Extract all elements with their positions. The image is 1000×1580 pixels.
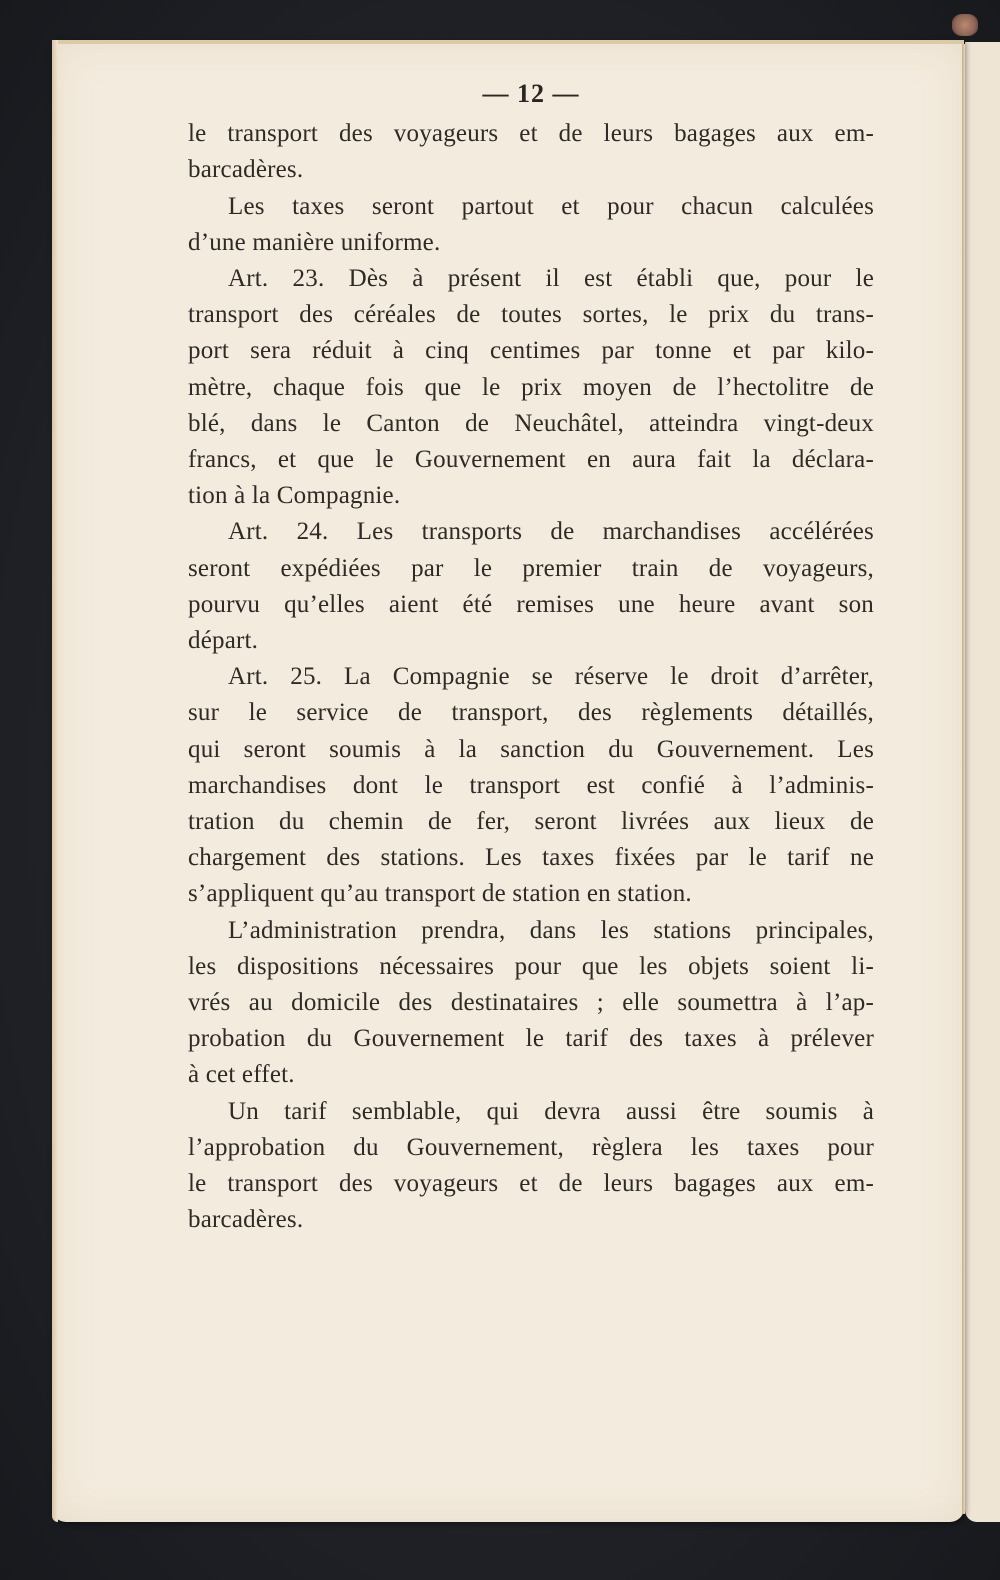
text-line: probation du Gouvernement le tarif des taxes à prélever bbox=[188, 1025, 874, 1053]
paragraph bbox=[188, 261, 874, 514]
page-top-edge bbox=[52, 40, 964, 44]
paragraph bbox=[188, 116, 874, 188]
text-line: le transport des voyageurs et de leurs bagages aux em- bbox=[188, 120, 874, 148]
text-line: l’approbation du Gouvernement, règlera les taxes pour bbox=[188, 1133, 874, 1161]
text-line: seront expédiées par le premier train de voyageurs, bbox=[188, 554, 874, 582]
text-line: d’une manière uniforme. bbox=[188, 228, 441, 256]
text-line: pourvu qu’elles aient été remises une heure avant son bbox=[188, 590, 874, 618]
paragraphs-container bbox=[188, 116, 874, 1238]
text-line: barcadères. bbox=[188, 1206, 304, 1234]
text-line: transport des céréales de toutes sortes, le prix du trans- bbox=[188, 301, 874, 329]
text-line: le transport des voyageurs et de leurs bagages aux em- bbox=[188, 1170, 874, 1198]
text-line: départ. bbox=[188, 627, 259, 655]
text-line: mètre, chaque fois que le prix moyen de l’hectolitre de bbox=[188, 373, 874, 401]
page-text bbox=[188, 70, 874, 1239]
text-line: les dispositions nécessaires pour que les objets soient li- bbox=[188, 952, 874, 980]
text-line: francs, et que le Gouvernement en aura fait la déclara- bbox=[188, 446, 874, 474]
text-line: blé, dans le Canton de Neuchâtel, atteindra vingt-deux bbox=[188, 409, 874, 437]
text-line: Art. 24. Les transports de marchandises accélérées bbox=[228, 518, 874, 546]
text-line: tion à la Compagnie. bbox=[188, 482, 401, 510]
paragraph bbox=[188, 1094, 874, 1239]
text-line: Art. 23. Dès à présent il est établi que, pour le bbox=[228, 265, 874, 293]
text-line: qui seront soumis à la sanction du Gouvernement. Les bbox=[188, 735, 874, 763]
text-line: L’administration prendra, dans les stations principales, bbox=[228, 916, 874, 944]
paragraph bbox=[188, 189, 874, 261]
page-left-edge bbox=[52, 40, 58, 1522]
paragraph bbox=[188, 514, 874, 659]
text-line: s’appliquent qu’au transport de station en station. bbox=[188, 880, 692, 908]
paragraph bbox=[188, 659, 874, 912]
text-line: vrés au domicile des destinataires ; elle soumettra à l’ap- bbox=[188, 989, 874, 1017]
text-line: sur le service de transport, des règlements détaillés, bbox=[188, 699, 874, 727]
text-line: Art. 25. La Compagnie se réserve le droit d’arrêter, bbox=[228, 663, 874, 691]
text-line: marchandises dont le transport est confié à l’adminis- bbox=[188, 771, 874, 799]
text-line: port sera réduit à cinq centimes par tonne et par kilo- bbox=[188, 337, 874, 365]
text-line: tration du chemin de fer, seront livrées aux lieux de bbox=[188, 808, 874, 836]
text-line: Les taxes seront partout et pour chacun calculées bbox=[228, 192, 874, 220]
text-line: Un tarif semblable, qui devra aussi être soumis à bbox=[228, 1097, 874, 1125]
text-line: à cet effet. bbox=[188, 1061, 295, 1089]
page-number: — 12 — bbox=[482, 79, 580, 108]
text-line: barcadères. bbox=[188, 156, 304, 184]
adjacent-page-edge bbox=[965, 42, 1000, 1522]
text-line: chargement des stations. Les taxes fixées par le tarif ne bbox=[188, 844, 874, 872]
paragraph bbox=[188, 913, 874, 1094]
book-gutter bbox=[962, 44, 965, 1514]
bookmark-ribbon bbox=[952, 14, 978, 36]
